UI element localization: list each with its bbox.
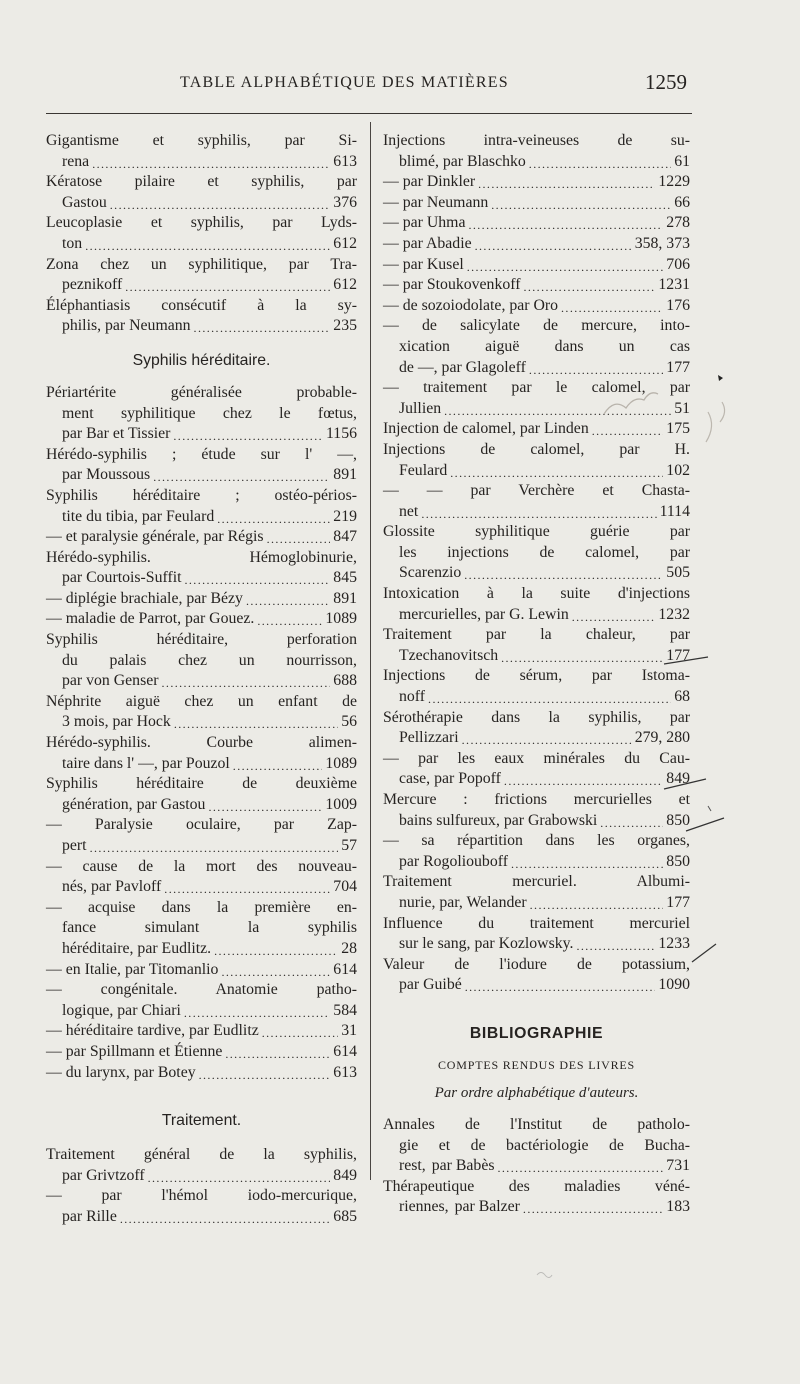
entry-page-number: 176 — [666, 296, 690, 314]
entry-page-number: 706 — [666, 255, 690, 273]
entry-text: par Moussous — [62, 466, 151, 484]
page-number: 1259 — [645, 70, 687, 94]
entry-page-number: 612 — [333, 276, 357, 294]
entry-page-number: 177 — [666, 646, 690, 664]
entry-text: — en Italie, par Titomanlio — [46, 960, 219, 978]
entry-text: — traitement par le calomel, par — [383, 379, 690, 397]
entry-text: Injections intra-veineuses de su- — [383, 132, 690, 149]
entry-text: Kératose pilaire et syphilis, par — [46, 173, 357, 191]
entry-text: — par Abadie — [383, 234, 472, 252]
entry-page-number: 613 — [333, 1063, 357, 1081]
entry-text: — — par Verchère et Chasta- — [383, 482, 690, 500]
entry-text: — par l'hémol iodo-mercurique, — [46, 1187, 357, 1205]
entry-text: Tzechanovitsch — [399, 646, 499, 664]
entry-page-number: 28 — [341, 939, 357, 957]
entry-text: riennes, — [399, 1198, 449, 1216]
entry-text: Annales de l'Institut de patholo- — [383, 1115, 690, 1133]
entry-text: rena — [62, 152, 90, 170]
entry-page-number: 731 — [666, 1157, 690, 1175]
entry-text: taire dans l' —, par Pouzol — [62, 754, 230, 772]
entry-text: par Courtois-Suffit — [62, 569, 182, 587]
entry-page-number: 688 — [333, 672, 357, 690]
entry-text: génération, par Gastou — [62, 795, 206, 813]
entry-text: ment syphilitique chez le fœtus, — [62, 404, 357, 422]
entry-text: par von Genser — [62, 672, 159, 690]
entry-text: Thérapeutique des maladies véné- — [383, 1177, 690, 1195]
entry-text: rest, — [399, 1157, 426, 1175]
entry-text: Injections de calomel, par H. — [383, 440, 690, 458]
entry-text: Sérothérapie dans la syphilis, par — [383, 708, 690, 726]
entry-text: Syphilis héréditaire ; ostéo-périos- — [46, 486, 357, 504]
entry-page-number: 849 — [666, 770, 690, 788]
entry-text: — par Neumann — [383, 193, 489, 211]
entry-text: nurie, par, Welander — [399, 893, 527, 911]
entry-text: case, par Popoff — [399, 770, 501, 788]
bibliography-subtitle: COMPTES RENDUS DES LIVRES — [437, 1057, 636, 1072]
entry-page-number: 584 — [333, 1001, 357, 1019]
entry-page-number: 279, 280 — [634, 729, 690, 747]
entry-text: Traitement mercuriel. Albumi- — [383, 873, 690, 891]
entry-page-number: 66 — [674, 193, 690, 211]
entry-page-number: 1114 — [659, 502, 690, 520]
entry-text: Néphrite aiguë chez un enfant de — [46, 692, 357, 710]
entry-page-number: 704 — [333, 878, 357, 896]
entry-text: — congénitale. Anatomie patho- — [46, 981, 357, 999]
entry-text: fance simulant la syphilis — [62, 919, 357, 937]
section-title-traitement: Traitement. — [161, 1112, 242, 1130]
entry-text: Feulard — [399, 461, 448, 479]
entry-text: Injection de calomel, par Linden — [383, 420, 589, 438]
entry-text: Influence du traitement mercuriel — [383, 914, 690, 932]
entry-text: — de sozoiodolate, par Oro — [383, 296, 559, 314]
entry-text: net — [399, 502, 419, 520]
entry-text: ton — [62, 234, 83, 252]
entry-page-number: 1009 — [325, 795, 357, 813]
entry-text: Zona chez un syphilitique, par Tra- — [46, 255, 357, 273]
entry-text: Intoxication à la suite d'injections — [383, 585, 690, 603]
entry-text: Pellizzari — [399, 729, 459, 747]
entry-text: — héréditaire tardive, par Eudlitz — [46, 1022, 259, 1040]
entry-author: par Balzer — [454, 1198, 520, 1216]
entry-text: Jullien — [399, 399, 442, 417]
entry-page-number: 57 — [341, 837, 357, 854]
entry-text: — maladie de Parrot, par Gouez. — [46, 610, 255, 628]
entry-text: — cause de la mort des nouveau- — [46, 857, 357, 875]
entry-page-number: 51 — [674, 399, 690, 417]
entry-text: Traitement général de la syphilis, — [46, 1146, 357, 1164]
entry-page-number: 850 — [666, 811, 690, 829]
entry-text: peznikoff — [62, 276, 123, 294]
entry-text: Mercure : frictions mercurielles et — [383, 791, 690, 808]
entry-text: Éléphantiasis consécutif à la sy- — [46, 296, 357, 314]
entry-text: — par Spillmann et Étienne — [46, 1042, 223, 1060]
entry-page-number: 612 — [333, 234, 357, 252]
entry-page-number: 235 — [333, 317, 357, 335]
entry-text: Glossite syphilitique guérie par — [383, 523, 690, 541]
entry-text: par Grivtzoff — [62, 1166, 145, 1184]
entry-page-number: 1090 — [658, 976, 690, 994]
entry-text: du palais chez un nourrisson, — [62, 651, 357, 669]
entry-page-number: 847 — [333, 528, 357, 546]
entry-page-number: 614 — [333, 1042, 357, 1060]
section-title-syphilis-hereditaire: Syphilis héréditaire. — [132, 351, 271, 369]
entry-text: — par les eaux minérales du Cau- — [383, 749, 690, 767]
running-title: TABLE ALPHABÉTIQUE DES MATIÈRES — [180, 74, 509, 91]
entry-page-number: 613 — [333, 152, 357, 170]
entry-text: héréditaire, par Eudlitz. — [62, 939, 212, 957]
entry-text: — Paralysie oculaire, par Zap- — [46, 816, 357, 834]
entry-text: Gastou — [62, 193, 107, 211]
entry-page-number: 505 — [666, 564, 690, 582]
entry-page-number: 1089 — [325, 754, 357, 772]
entry-page-number: 685 — [333, 1207, 357, 1225]
entry-page-number: 68 — [674, 688, 690, 706]
entry-page-number: 849 — [333, 1166, 357, 1184]
entry-page-number: 891 — [333, 466, 357, 484]
entry-text: — diplégie brachiale, par Bézy — [46, 589, 243, 607]
entry-text: Injections de sérum, par Istoma- — [383, 667, 690, 685]
entry-page-number: 31 — [341, 1022, 357, 1040]
entry-page-number: 850 — [666, 852, 690, 870]
entry-text: xication aiguë dans un cas — [399, 337, 690, 355]
entry-page-number: 175 — [666, 420, 690, 438]
entry-text: — acquise dans la première en- — [46, 898, 357, 916]
entry-text: Hérédo-syphilis. Hémoglobinurie, — [46, 548, 357, 566]
entry-author: par Babès — [431, 1157, 495, 1175]
entry-page-number: 1231 — [658, 276, 690, 294]
entry-text: — sa répartition dans les organes, — [383, 832, 690, 850]
entry-page-number: 1156 — [325, 425, 357, 443]
entry-text: Hérédo-syphilis. Courbe alimen- — [46, 734, 357, 752]
bibliography-order-note: Par ordre alphabétique d'auteurs. — [434, 1084, 639, 1101]
entry-text: Hérédo-syphilis ; étude sur l' —, — [46, 445, 357, 463]
entry-text: Scarenzio — [399, 564, 462, 582]
entry-page-number: 219 — [333, 507, 357, 525]
entry-text: tite du tibia, par Feulard — [62, 507, 215, 525]
entry-text: logique, par Chiari — [62, 1001, 181, 1019]
entry-page-number: 56 — [341, 713, 357, 731]
entry-text: gie et de bactériologie de Bucha- — [399, 1136, 690, 1154]
bibliography-title: BIBLIOGRAPHIE — [469, 1024, 604, 1042]
entry-text: — par Uhma — [383, 214, 466, 232]
entry-text: nés, par Pavloff — [62, 878, 162, 896]
entry-page-number: 1233 — [658, 935, 690, 953]
entry-text: les injections de calomel, par — [399, 543, 690, 561]
entry-text: blimé, par Blaschko — [399, 152, 526, 170]
entry-text: Valeur de l'iodure de potassium, — [383, 955, 690, 973]
entry-text: Traitement par la chaleur, par — [383, 626, 690, 644]
entry-text: Gigantisme et syphilis, par Si- — [46, 132, 357, 149]
entry-text: sur le sang, par Kozlowsky. — [399, 935, 574, 953]
entry-text: — par Kusel — [383, 255, 464, 273]
entry-page-number: 845 — [333, 569, 357, 587]
entry-text: par Rogoliouboff — [399, 852, 508, 870]
entry-text: de —, par Glagoleff — [399, 358, 526, 376]
entry-page-number: 61 — [674, 152, 690, 170]
entry-text: Syphilis héréditaire de deuxième — [46, 775, 357, 793]
entry-page-number: 1089 — [325, 610, 357, 628]
entry-text: — du larynx, par Botey — [46, 1063, 196, 1081]
entry-text: — de salicylate de mercure, into- — [383, 317, 690, 335]
entry-page-number: 1232 — [658, 605, 690, 623]
entry-text: philis, par Neumann — [62, 317, 191, 335]
entry-text: Périartérite généralisée probable- — [46, 383, 357, 401]
entry-text: par Guibé — [399, 976, 462, 994]
entry-text: bains sulfureux, par Grabowski — [399, 811, 598, 829]
entry-text: — et paralysie générale, par Régis — [46, 528, 264, 546]
entry-text: Syphilis héréditaire, perforation — [46, 631, 357, 649]
entry-text: par Bar et Tissier — [62, 425, 171, 443]
entry-page-number: 614 — [333, 960, 357, 978]
entry-page-number: 183 — [666, 1198, 690, 1216]
entry-page-number: 1229 — [658, 173, 690, 191]
entry-text: Leucoplasie et syphilis, par Lyds- — [46, 214, 357, 232]
entry-page-number: 177 — [666, 358, 690, 376]
entry-text: pert — [62, 837, 87, 854]
entry-text: 3 mois, par Hock — [62, 713, 171, 731]
entry-text: par Rille — [62, 1207, 117, 1225]
entry-text: — par Dinkler — [383, 173, 476, 191]
ink-stamp-mark — [535, 1268, 553, 1280]
entry-page-number: 278 — [666, 214, 690, 232]
entry-text: noff — [399, 688, 426, 706]
entry-text: — par Stoukovenkoff — [383, 276, 521, 294]
entry-text: mercurielles, par G. Lewin — [399, 605, 569, 623]
entry-page-number: 891 — [333, 589, 357, 607]
entry-page-number: 358, 373 — [634, 234, 690, 252]
entry-page-number: 102 — [666, 461, 690, 479]
entry-page-number: 376 — [333, 193, 357, 211]
entry-page-number: 177 — [666, 893, 690, 911]
